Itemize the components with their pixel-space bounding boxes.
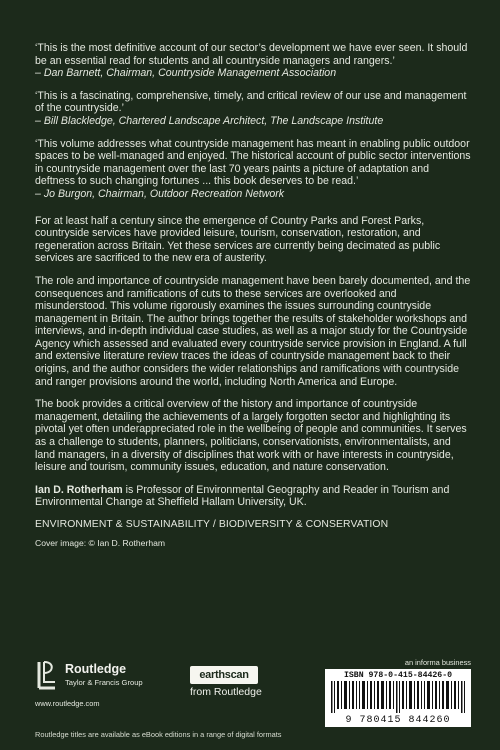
quote-text: ‘This is a fascinating, comprehensive, timely, and critical review of our use and management of the countryside.’ — [35, 89, 467, 115]
isbn-text: ISBN 978-0-415-84426-0 — [343, 671, 453, 680]
blurb-paragraph: The book provides a critical overview of the history and importance of countryside management, detailing the achievements of a largely forgotten sector and highlighting its pivotal yet often underappreciated role in the wellbeing of people and communities. It serves as a challenge to students, planners, politicians, conservationists, environmentalists, and land managers, in a diversity of disciplines that work with or have interests in countryside, leisure and tourism, community issues, education, and nature conservation. — [35, 398, 467, 474]
quote-attribution: – Jo Burgon, Chairman, Outdoor Recreation Network — [35, 187, 285, 200]
earthscan-logo — [190, 666, 286, 698]
barcode-digits: 9 780415 844260 — [345, 715, 451, 726]
author-bio-text: is Professor of Environmental Geography and Reader in Tourism and Environmental Change at Sheffield Hallam University, UK. — [35, 483, 450, 509]
endorsement-quote — [35, 42, 471, 80]
informa-label: an informa business — [404, 658, 471, 667]
cover-credit: Cover image: © Ian D. Rotherham — [35, 538, 166, 548]
blurb-paragraph: For at least half a century since the emergence of Country Parks and Forest Parks, countryside services have provided leisure, tourism, conservation, restoration, and regeneration across Britain. Yet these services are currently being decimated as public services are sacrificed to the new era of austerity. — [35, 214, 441, 265]
blurb-paragraph: The role and importance of countryside management have been barely documented, and the consequences and ramifications of cuts to these services are overlooked and misunderstood. This volume rigorously examines the issues surrounding countryside management in Britain. The author brings together the results of stakeholder workshops and interviews, and in-depth individual case studies, as well as a major study for the Countryside Agency which assessed and evaluated every countryside service provision in England. A full and extensive literature review traces the ideas of countryside management back to their origins, and the author considers the wider relationships and ramifications with countryside and ranger provisions around the world, including North America and Europe. — [35, 274, 471, 388]
taylor-francis-label: Taylor & Francis Group — [65, 678, 143, 687]
quote-text: ‘This volume addresses what countryside management has meant in enabling public outdoor spaces to be well-managed and enjoyed. The historical account of public sector interventions in countryside management over the last 70 years paints a picture of adaptation and deftness to such changing fortunes ... this book deserves to be read.’ — [35, 137, 471, 188]
earthscan-subtitle: from Routledge — [190, 686, 262, 698]
routledge-wordmark: Routledge — [65, 662, 127, 676]
routledge-logo-icon — [35, 660, 59, 690]
barcode — [325, 669, 471, 727]
endorsement-quote — [35, 138, 471, 201]
quote-text: ‘This is the most definitive account of our sector’s development we have ever seen. It should be an essential read for students and all countryside managers and rangers.’ — [35, 42, 468, 67]
publisher-footer — [35, 658, 471, 728]
subject-category: ENVIRONMENT & SUSTAINABILITY / BIODIVERSITY & CONSERVATION — [35, 519, 389, 530]
barcode-bars-icon — [331, 681, 465, 713]
earthscan-wordmark: earthscan — [190, 666, 258, 684]
endorsement-quote — [35, 90, 471, 128]
author-bio — [35, 484, 471, 509]
quote-attribution: – Bill Blackledge, Chartered Landscape Architect, The Landscape Institute — [35, 114, 384, 127]
quote-attribution: – Dan Barnett, Chairman, Countryside Management Association — [35, 67, 337, 80]
author-name: Ian D. Rotherham — [35, 483, 123, 496]
ebook-note: Routledge titles are available as eBook editions in a range of digital formats — [35, 730, 282, 739]
publisher-url: www.routledge.com — [35, 699, 100, 708]
back-cover-text — [35, 42, 471, 548]
barcode-block — [325, 658, 471, 727]
